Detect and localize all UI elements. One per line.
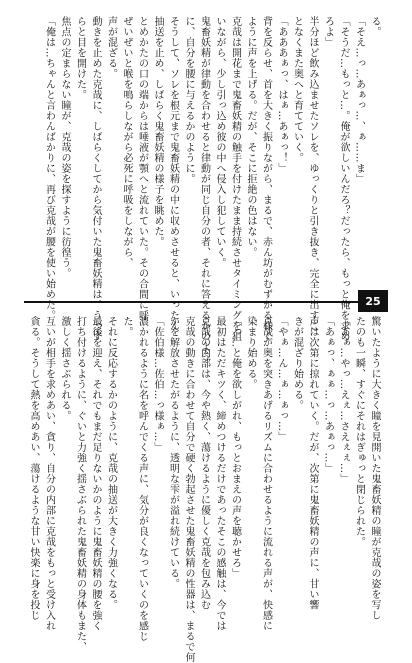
text-line: 「あああぁっ、はぁ…あぁっ！」: [276, 16, 287, 174]
text-line: となくまた奥へと育てていく。: [291, 16, 303, 163]
text-line: 動きを止めた克哉に、しばらくしてから気付いた鬼畜妖精は、うっす: [90, 16, 101, 342]
text-line: 克哉の動きに合わせて自分で硬く勃起させた鬼畜妖精の性器は、まるで何: [183, 316, 194, 663]
text-line: 「そえ…っ…あぁっ…、ぁ……ま」: [353, 16, 365, 184]
text-line: 「俺は…ちゃんと言わんばかりに、再び克哉が腰を使い始めた。: [43, 16, 55, 321]
text-line: 「あぁっ、ぁぁ…っ…あぁっ…」: [322, 316, 334, 474]
text-line: 克哉は開花まで鬼畜妖精の触手を付けたまま持続させタイミングを狙: [229, 16, 241, 342]
page-number: 25: [365, 294, 381, 308]
text-line: 互いが相手を求めあい、貪り、自分の内部に克哉をもっと受け入れ: [43, 316, 55, 631]
text-line: ろよ」: [322, 16, 334, 48]
text-line: きが混ざり始める。: [291, 316, 303, 411]
text-line: 半分ほど飲み込ませたソレを、ゆっくりと引き抜き、完全に出すこ: [307, 16, 318, 331]
text-line: に、自分を腰に与えるかのように。: [183, 16, 194, 184]
text-column-lower: [28, 316, 382, 663]
text-line: それに反応するかのように、克哉の抽送が大きく力強くなる。: [105, 316, 117, 610]
text-line: 驚いたように大きく瞳を見開いた鬼畜妖精の瞳が克哉の姿を写し: [369, 316, 380, 621]
text-line: とめかたの口の端からは唾液が顎へと流れていた。その合間に呼: [136, 16, 148, 321]
text-line: 「そうだ…もっと…。俺が欲しいんだろ？だったら、もっと俺を求め: [338, 16, 349, 342]
text-line: 「やぁ…ん…ぁ…ぁっ…」: [276, 316, 287, 442]
text-line: 「佐伯様…佐伯…っ様ぁ…」: [152, 316, 163, 453]
text-line: 克哉が奥を突きあげるリズムに合わせるように流れる声が、快感に: [260, 316, 272, 631]
text-line: 激しく揺さぶられる。: [59, 316, 70, 421]
text-line: 最後を迎え、それでもまだ足りないかのように鬼畜妖精の腰を強く: [90, 316, 101, 631]
text-line: いながら、少し引っ込め彼の中へ侵入し犯していく。: [214, 16, 225, 268]
text-line: かを解放させたがるように、透明な雫が溢れ続けている。: [167, 316, 179, 589]
text-line: 最初はただキツく、締めつけるだけであったそこの感触は、今では: [214, 316, 225, 631]
text-line: 濃かれるように名を呼んでくる声に、気分が良くなっていくのを感じ: [136, 316, 148, 642]
text-line: 背を反らせ、首を大きく振りながら、まるで、赤ん坊がむずかる様く: [260, 16, 272, 342]
text-line: らと目を開けた。: [74, 16, 86, 100]
page-divider: [24, 301, 384, 303]
text-line: 抽送を止め、しばらく鬼畜妖精の様子を眺めた。: [152, 16, 163, 247]
text-line: る。: [369, 16, 380, 37]
text-line: 克哉の内部は、今や熱く、蕩けるように優しく克哉を包み込む: [198, 316, 210, 610]
text-line: 声は次第に掠れていく。だが、次第に鬼畜妖精の声に、甘い響: [307, 316, 318, 610]
text-line: 打ち付けるように、ぐいと力強く揺さぶられた鬼畜妖精の身体もまた、: [74, 316, 86, 652]
text-line: 焦点の定まらない瞳が、克哉の姿を探すように彷徨う。: [59, 16, 70, 279]
text-line: 貪る。そうして熱を高めあい、蕩けるような甘い快楽に身を投じ: [28, 316, 39, 621]
text-line: ぜいぜいと喉を鳴らしながら必死に呼吸をしながら、: [121, 16, 132, 268]
text-line: そうして、ソレを根元まで鬼畜妖精の中に収めさせると、いったん: [167, 16, 179, 331]
text-line: 染まり始める。: [245, 316, 256, 390]
text-line: ように声を上げる。だが、そこに拒絶の色はない。: [245, 16, 256, 258]
text-line: 「っ…と俺を欲しがれ、もっとおまえの声を聴かせろ」: [229, 316, 241, 579]
page-number-tab: [358, 290, 388, 312]
text-line: 声が混ざる。: [105, 16, 117, 79]
text-line: た。: [121, 316, 132, 337]
text-line: たのも一瞬、すぐにそれはぎゅっと閉じられた。: [353, 316, 365, 547]
text-line: 鬼畜妖精が律動を合わせると律動が同じ自分の者、それに答えるかのよう: [198, 16, 210, 363]
text-line: 「あぁ…やっ…えぇ…さえぇぇ…」: [338, 316, 349, 484]
